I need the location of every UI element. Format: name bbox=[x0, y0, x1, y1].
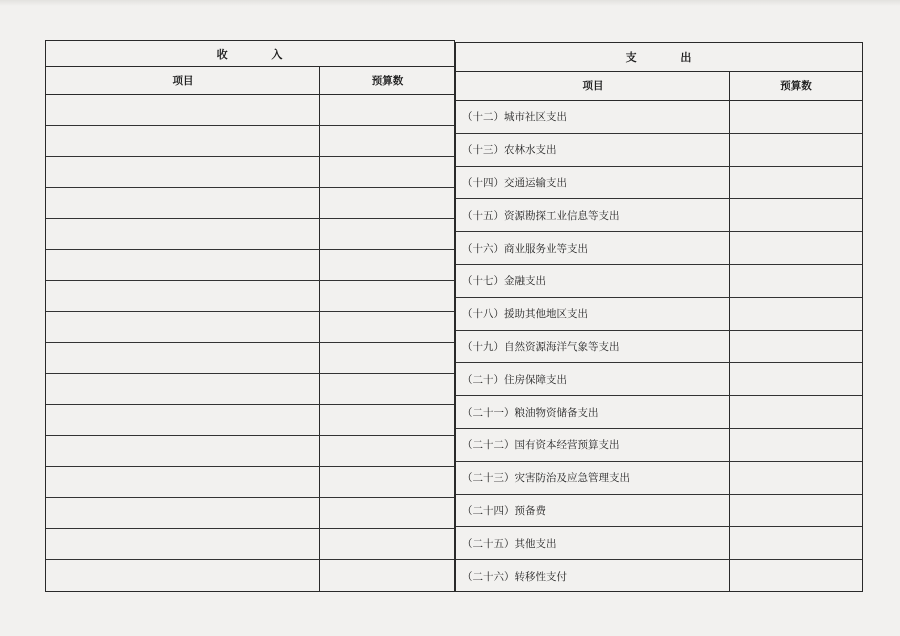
expense-row-label: （十八）援助其他地区支出 bbox=[462, 308, 588, 321]
expense-row-label: （十二）城市社区支出 bbox=[462, 111, 567, 124]
income-budget-cell bbox=[320, 126, 454, 156]
expense-budget-cell bbox=[730, 232, 862, 264]
expense-row-label: （十九）自然资源海洋气象等支出 bbox=[462, 340, 620, 353]
income-budget-cell bbox=[320, 529, 454, 559]
income-budget-cell bbox=[320, 312, 454, 342]
expense-row-label: （二十五）其他支出 bbox=[462, 537, 557, 550]
income-row bbox=[46, 436, 454, 467]
income-budget-cell bbox=[320, 157, 454, 187]
expense-budget-cell bbox=[730, 134, 862, 166]
expense-row bbox=[456, 101, 862, 134]
expense-row-label: （二十六）转移性支付 bbox=[462, 571, 567, 584]
income-row bbox=[46, 343, 454, 374]
scan-edge bbox=[0, 0, 900, 6]
expense-row-label: （十七）金融支出 bbox=[462, 275, 546, 288]
income-budget-cell bbox=[320, 219, 454, 249]
expense-budget-cell bbox=[730, 429, 862, 461]
income-row bbox=[46, 250, 454, 281]
expense-section bbox=[455, 42, 863, 592]
expense-budget-cell bbox=[730, 265, 862, 297]
expense-budget-cell bbox=[730, 199, 862, 231]
expense-budget-cell bbox=[730, 101, 862, 133]
expense-row bbox=[456, 396, 862, 429]
income-row bbox=[46, 312, 454, 343]
expense-row-label: （二十四）预备费 bbox=[462, 504, 546, 517]
expense-row-label: （十四）交通运输支出 bbox=[462, 176, 567, 189]
income-budget-cell bbox=[320, 250, 454, 280]
income-budget-cell bbox=[320, 374, 454, 404]
expense-item-column-header: 项目 bbox=[456, 71, 730, 101]
income-row bbox=[46, 95, 454, 126]
income-row bbox=[46, 560, 454, 591]
expense-header: 支 出 bbox=[456, 43, 862, 72]
expense-row bbox=[456, 298, 862, 331]
expense-row bbox=[456, 527, 862, 560]
income-row bbox=[46, 529, 454, 560]
expense-row-label: （十三）农林水支出 bbox=[462, 144, 557, 157]
income-budget-cell bbox=[320, 343, 454, 373]
income-rows bbox=[46, 95, 454, 591]
expense-row-label: （二十）住房保障支出 bbox=[462, 373, 567, 386]
income-row bbox=[46, 219, 454, 250]
income-budget-cell bbox=[320, 498, 454, 528]
income-budget-cell bbox=[320, 467, 454, 497]
income-budget-cell bbox=[320, 405, 454, 435]
income-section bbox=[45, 40, 455, 592]
income-row bbox=[46, 126, 454, 157]
income-row bbox=[46, 281, 454, 312]
expense-budget-cell bbox=[730, 298, 862, 330]
expense-row bbox=[456, 199, 862, 232]
expense-row bbox=[456, 363, 862, 396]
income-header: 收 入 bbox=[46, 41, 454, 67]
income-budget-cell bbox=[320, 95, 454, 125]
income-row bbox=[46, 188, 454, 219]
expense-budget-cell bbox=[730, 462, 862, 494]
income-row bbox=[46, 405, 454, 436]
expense-row bbox=[456, 462, 862, 495]
income-budget-cell bbox=[320, 281, 454, 311]
expense-row bbox=[456, 429, 862, 462]
budget-table bbox=[45, 38, 863, 590]
expense-row-label: （十六）商业服务业等支出 bbox=[462, 242, 588, 255]
expense-budget-cell bbox=[730, 495, 862, 527]
expense-row-label: （二十二）国有资本经营预算支出 bbox=[462, 439, 620, 452]
income-row bbox=[46, 498, 454, 529]
expense-row bbox=[456, 560, 862, 593]
expense-budget-cell bbox=[730, 560, 862, 593]
expense-row-label: （二十一）粮油物资储备支出 bbox=[462, 406, 599, 419]
income-budget-column-header: 预算数 bbox=[320, 66, 455, 95]
income-budget-cell bbox=[320, 436, 454, 466]
income-row bbox=[46, 374, 454, 405]
expense-budget-cell bbox=[730, 363, 862, 395]
expense-row-label: （十五）资源勘探工业信息等支出 bbox=[462, 209, 620, 222]
expense-budget-cell bbox=[730, 167, 862, 199]
expense-budget-cell bbox=[730, 527, 862, 559]
expense-row bbox=[456, 331, 862, 364]
expense-budget-cell bbox=[730, 331, 862, 363]
expense-row bbox=[456, 265, 862, 298]
expense-row bbox=[456, 495, 862, 528]
income-item-column-header: 项目 bbox=[46, 66, 320, 95]
expense-row-label: （二十三）灾害防治及应急管理支出 bbox=[462, 472, 630, 485]
income-row bbox=[46, 467, 454, 498]
expense-row bbox=[456, 232, 862, 265]
income-row bbox=[46, 157, 454, 188]
income-budget-cell bbox=[320, 188, 454, 218]
expense-budget-column-header: 预算数 bbox=[730, 71, 862, 101]
expense-row bbox=[456, 134, 862, 167]
expense-row bbox=[456, 167, 862, 200]
income-budget-cell bbox=[320, 560, 454, 591]
expense-budget-cell bbox=[730, 396, 862, 428]
expense-rows bbox=[456, 101, 862, 591]
